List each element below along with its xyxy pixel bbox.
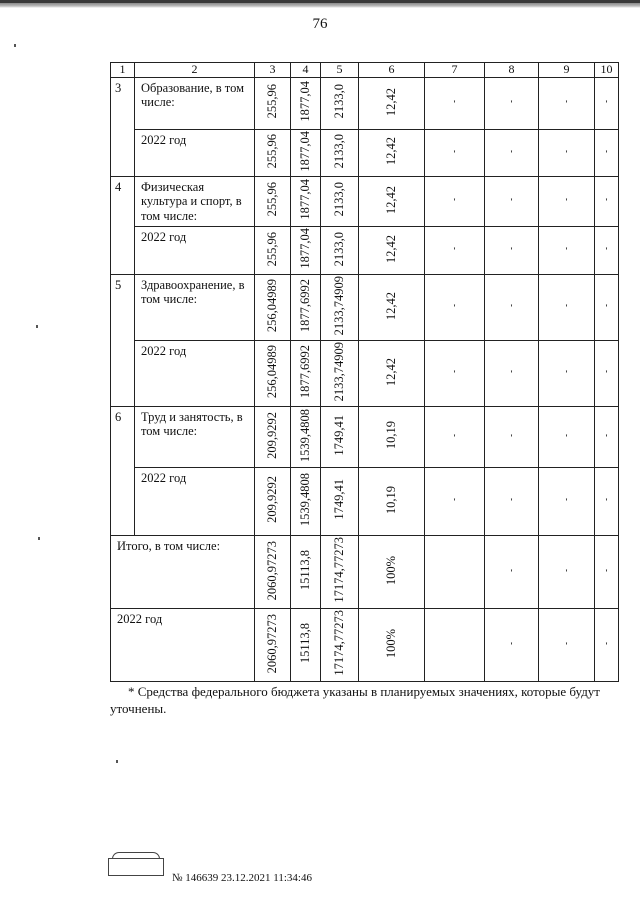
cell-col6: 12,42 bbox=[359, 226, 425, 274]
cell-col7: ' bbox=[425, 340, 485, 406]
cell-col8: ' bbox=[485, 340, 539, 406]
cell-col10: ' bbox=[595, 467, 619, 535]
cell-col6: 12,42 bbox=[359, 176, 425, 226]
cell-col7: ' bbox=[425, 274, 485, 340]
row-number: 4 bbox=[111, 176, 135, 274]
cell-col10: ' bbox=[595, 176, 619, 226]
cell-col9: ' bbox=[539, 467, 595, 535]
cell-col5: 1749,41 bbox=[321, 406, 359, 467]
row-name: 2022 год bbox=[135, 129, 255, 176]
cell-col8: ' bbox=[485, 467, 539, 535]
cell-col8: ' bbox=[485, 77, 539, 129]
page-number: 76 bbox=[312, 16, 328, 32]
header-cell: 5 bbox=[321, 63, 359, 78]
cell-col4: 1877,04 bbox=[291, 226, 321, 274]
row-name: Здравоохранение, в том числе: bbox=[135, 274, 255, 340]
cell-col9: ' bbox=[539, 176, 595, 226]
table-row bbox=[111, 340, 619, 406]
cell-col9: ' bbox=[539, 340, 595, 406]
table-row bbox=[111, 226, 619, 274]
cell-col7: ' bbox=[425, 226, 485, 274]
cell-col4: 1539,4808 bbox=[291, 467, 321, 535]
row-name: Труд и занятость, в том числе: bbox=[135, 406, 255, 467]
header-cell: 2 bbox=[135, 63, 255, 78]
cell-col5: 17174,77273 bbox=[321, 535, 359, 608]
table-row bbox=[111, 176, 619, 226]
total-name: Итого, в том числе: bbox=[111, 535, 255, 608]
cell-col7 bbox=[425, 608, 485, 681]
cell-col9: ' bbox=[539, 608, 595, 681]
cell-col6: 10,19 bbox=[359, 467, 425, 535]
row-name: 2022 год bbox=[135, 467, 255, 535]
row-number: 6 bbox=[111, 406, 135, 535]
cell-col5: 1749,41 bbox=[321, 467, 359, 535]
row-name: 2022 год bbox=[135, 226, 255, 274]
cell-col10: ' bbox=[595, 226, 619, 274]
cell-col3: 255,96 bbox=[255, 176, 291, 226]
scan-mark bbox=[38, 537, 40, 540]
cell-col5: 2133,0 bbox=[321, 129, 359, 176]
government-seal-box bbox=[108, 858, 164, 876]
cell-col7: ' bbox=[425, 77, 485, 129]
cell-col5: 17174,77273 bbox=[321, 608, 359, 681]
cell-col3: 256,04989 bbox=[255, 274, 291, 340]
cell-col10: ' bbox=[595, 77, 619, 129]
cell-col10: ' bbox=[595, 340, 619, 406]
cell-col6: 12,42 bbox=[359, 129, 425, 176]
header-cell: 1 bbox=[111, 63, 135, 78]
cell-col4: 1877,6992 bbox=[291, 340, 321, 406]
header-cell: 10 bbox=[595, 63, 619, 78]
cell-col6: 100% bbox=[359, 608, 425, 681]
cell-col9: ' bbox=[539, 129, 595, 176]
scan-mark bbox=[36, 325, 38, 328]
table-row bbox=[111, 406, 619, 467]
header-cell: 9 bbox=[539, 63, 595, 78]
header-cell: 3 bbox=[255, 63, 291, 78]
row-name: Физическая культура и спорт, в том числе: bbox=[135, 176, 255, 226]
cell-col3: 209,9292 bbox=[255, 467, 291, 535]
header-row bbox=[111, 63, 619, 78]
cell-col8: ' bbox=[485, 608, 539, 681]
cell-col7: ' bbox=[425, 467, 485, 535]
cell-col5: 2133,0 bbox=[321, 176, 359, 226]
cell-col5: 2133,74909 bbox=[321, 340, 359, 406]
cell-col3: 209,9292 bbox=[255, 406, 291, 467]
cell-col3: 255,96 bbox=[255, 77, 291, 129]
cell-col4: 1877,04 bbox=[291, 77, 321, 129]
row-number: 5 bbox=[111, 274, 135, 406]
cell-col9: ' bbox=[539, 535, 595, 608]
cell-col10: ' bbox=[595, 608, 619, 681]
total-row bbox=[111, 535, 619, 608]
cell-col4: 1539,4808 bbox=[291, 406, 321, 467]
total-row bbox=[111, 608, 619, 681]
cell-col8: ' bbox=[485, 535, 539, 608]
cell-col3: 255,96 bbox=[255, 129, 291, 176]
cell-col9: ' bbox=[539, 77, 595, 129]
cell-col3: 256,04989 bbox=[255, 340, 291, 406]
scan-mark bbox=[116, 760, 118, 763]
cell-col8: ' bbox=[485, 129, 539, 176]
cell-col5: 2133,0 bbox=[321, 77, 359, 129]
cell-col3: 2060,97273 bbox=[255, 535, 291, 608]
cell-col10: ' bbox=[595, 274, 619, 340]
cell-col6: 12,42 bbox=[359, 340, 425, 406]
cell-col7 bbox=[425, 535, 485, 608]
cell-col5: 2133,74909 bbox=[321, 274, 359, 340]
cell-col4: 15113,8 bbox=[291, 535, 321, 608]
table-row bbox=[111, 274, 619, 340]
budget-table bbox=[110, 62, 619, 682]
scan-top-edge bbox=[0, 0, 640, 8]
row-name: Образование, в том числе: bbox=[135, 77, 255, 129]
footnote: * Средства федерального бюджета указаны в планируемых значениях, которые будут уточнены. bbox=[110, 684, 600, 716]
cell-col7: ' bbox=[425, 406, 485, 467]
document-id: № 146639 23.12.2021 11:34:46 bbox=[172, 872, 312, 884]
cell-col3: 255,96 bbox=[255, 226, 291, 274]
cell-col3: 2060,97273 bbox=[255, 608, 291, 681]
cell-col4: 1877,6992 bbox=[291, 274, 321, 340]
row-number: 3 bbox=[111, 77, 135, 176]
cell-col6: 100% bbox=[359, 535, 425, 608]
scan-mark bbox=[14, 44, 16, 47]
cell-col8: ' bbox=[485, 226, 539, 274]
cell-col6: 10,19 bbox=[359, 406, 425, 467]
cell-col7: ' bbox=[425, 176, 485, 226]
cell-col10: ' bbox=[595, 535, 619, 608]
cell-col6: 12,42 bbox=[359, 274, 425, 340]
cell-col8: ' bbox=[485, 176, 539, 226]
header-cell: 8 bbox=[485, 63, 539, 78]
table-row bbox=[111, 129, 619, 176]
cell-col9: ' bbox=[539, 406, 595, 467]
cell-col4: 1877,04 bbox=[291, 176, 321, 226]
header-cell: 7 bbox=[425, 63, 485, 78]
cell-col9: ' bbox=[539, 226, 595, 274]
total-name: 2022 год bbox=[111, 608, 255, 681]
row-name: 2022 год bbox=[135, 340, 255, 406]
cell-col10: ' bbox=[595, 406, 619, 467]
cell-col8: ' bbox=[485, 406, 539, 467]
cell-col4: 15113,8 bbox=[291, 608, 321, 681]
cell-col10: ' bbox=[595, 129, 619, 176]
table-row bbox=[111, 77, 619, 129]
cell-col5: 2133,0 bbox=[321, 226, 359, 274]
cell-col4: 1877,04 bbox=[291, 129, 321, 176]
header-cell: 6 bbox=[359, 63, 425, 78]
cell-col7: ' bbox=[425, 129, 485, 176]
header-cell: 4 bbox=[291, 63, 321, 78]
table-row bbox=[111, 467, 619, 535]
cell-col8: ' bbox=[485, 274, 539, 340]
cell-col6: 12,42 bbox=[359, 77, 425, 129]
cell-col9: ' bbox=[539, 274, 595, 340]
